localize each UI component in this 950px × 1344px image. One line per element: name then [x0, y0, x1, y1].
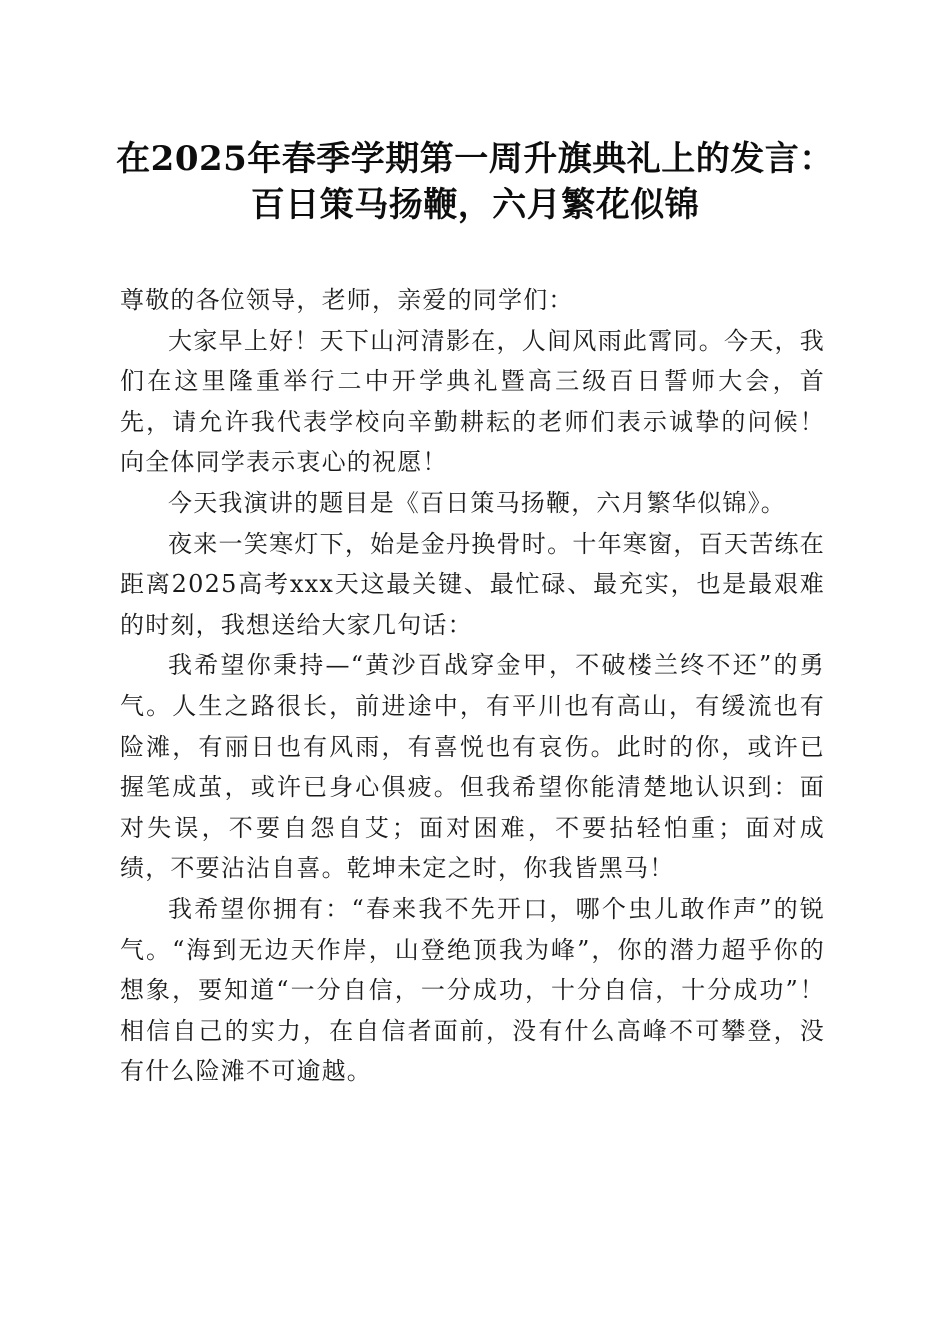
title-line-1: 在2025年春季学期第一周升旗典礼上的发言： [116, 139, 834, 179]
paragraph: 大家早上好！天下山河清影在，人间风雨此霄同。今天，我们在这里隆重举行二中开学典礼暨高三级百日誓师大会，首先，请允许我代表学校向辛勤耕耘的老师们表示诚挚的问候！向全体同学表示衷心的祝愿！ [120, 326, 825, 477]
paragraph: 今天我演讲的题目是《百日策马扬鞭，六月繁华似锦》。 [168, 488, 786, 517]
document-title [100, 136, 850, 228]
paragraph: 我希望你秉持—“黄沙百战穿金甲，不破楼兰终不还”的勇气。人生之路很长，前进途中，有平川也有高山，有缓流也有险滩，有丽日也有风雨，有喜悦也有哀伤。此时的你，或许已握笔成茧，或许已身心俱疲。但我希望你能清楚地认识到：面对失误，不要自怨自艾；面对困难，不要拈轻怕重；面对成绩，不要沾沾自喜。乾坤未定之时，你我皆黑马！ [120, 651, 825, 883]
salutation: 尊敬的各位领导，老师，亲爱的同学们： [120, 286, 574, 314]
title-line-2: 百日策马扬鞭，六月繁花似锦 [250, 185, 700, 225]
paragraph: 我希望你拥有：“春来我不先开口，哪个虫儿敢作声”的锐气。“海到无边天作岸，山登绝顶我为峰”，你的潜力超乎你的想象，要知道“一分自信，一分成功，十分自信，十分成功”！相信自己的实力，在自信者面前，没有什么高峰不可攀登，没有什么险滩不可逾越。 [120, 894, 825, 1086]
document-body [120, 280, 825, 1092]
paragraph: 夜来一笑寒灯下，始是金丹换骨时。十年寒窗，百天苦练在距离2025高考xxx天这最关键、最忙碌、最充实，也是最艰难的时刻，我想送给大家几句话： [120, 529, 825, 639]
